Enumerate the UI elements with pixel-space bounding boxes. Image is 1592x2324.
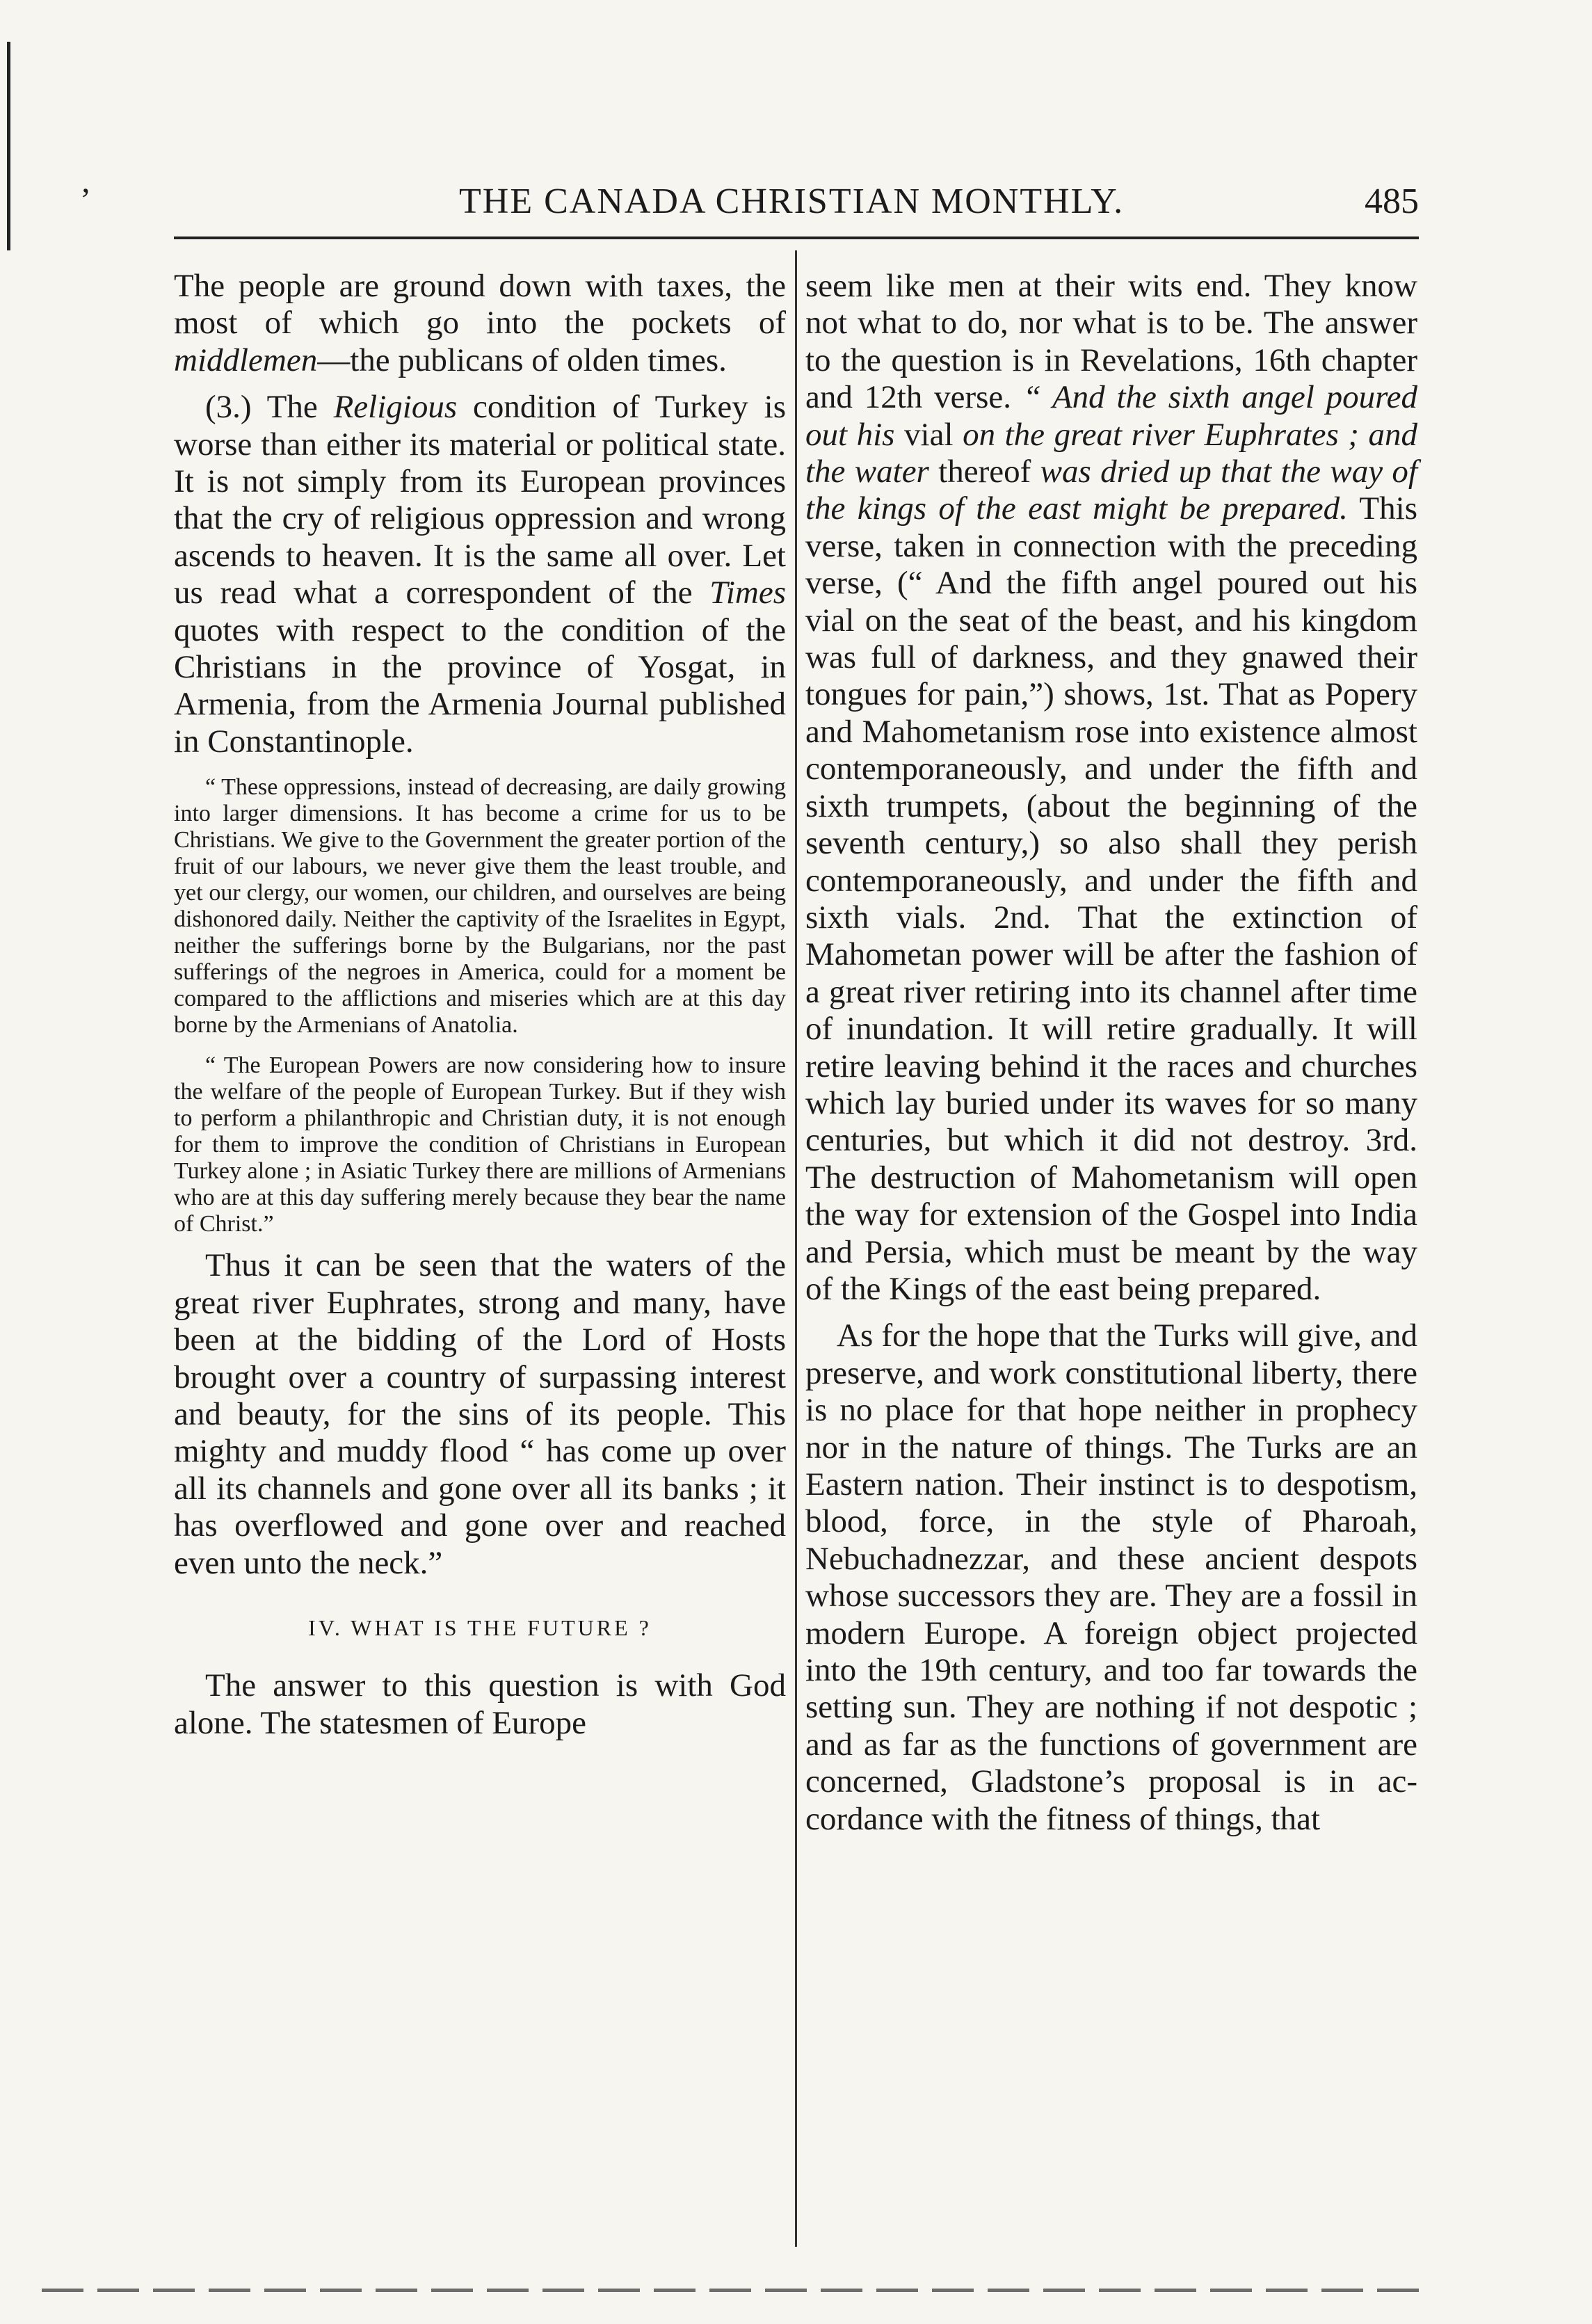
- margin-mark: ’: [80, 182, 91, 218]
- paragraph: The answer to this question is with God alone. The statesmen of Europe: [174, 1667, 786, 1741]
- paragraph: The people are ground down with taxes, the most of which go into the pockets of middlemen—the publicans of olden times.: [174, 268, 786, 378]
- page-number: 485: [1365, 182, 1419, 221]
- block-quote: “ These oppressions, instead of decreasing, are daily growing into larger dimensions. It has become a crime for us to be Christians. We give to the Government the greater portion of the fruit of our labours, we never give them the least trouble, and yet our clergy, our women, our children, and ourselves are being dishonored daily. Neither the captivity of the Israelites in Egypt, neither the sufferings borne by the Bulgarians, nor the past sufferings of the negroes in America, could for a moment be compared to the afflictions and miseries which are at this day borne by the Armenians of Anatolia.: [174, 774, 786, 1039]
- scan-bottom-mark: [42, 2289, 1433, 2292]
- block-quote: “ The European Powers are now considering how to insure the welfare of the people of European Turkey. But if they wish to perform a philanthropic and Christian duty, it is not enough for them to improve the condition of Christians in European Turkey alone ; in Asiatic Turkey there are millions of Armenians who are at this day suffering merely because they bear the name of Christ.”: [174, 1052, 786, 1237]
- header-rule: [174, 237, 1419, 239]
- journal-title: THE CANADA CHRISTIAN MONTHLY.: [459, 182, 1125, 221]
- section-heading: IV. WHAT IS THE FUTURE ?: [308, 1614, 652, 1640]
- scan-edge-mark: [7, 42, 10, 250]
- right-column: [805, 268, 1417, 1848]
- column-divider: [795, 250, 797, 2247]
- paragraph: (3.) The Religious condition of Turkey is worse than either its material or political state. It is not simply from its European provinces that the cry of religious oppression and wrong ascends to heaven. It is the same all over. Let us read what a correspondent of the Times quotes with respect to the condition of the Christians in the province of Yosgat, in Armenia, from the Armenia Journal published in Constantinople.: [174, 389, 786, 760]
- paragraph: As for the hope that the Turks will give, and preserve, and work constitutional liberty, there is no place for that hope neither in prophecy nor in the nature of things. The Turks are an Eastern nation. Their instinct is to despotism, blood, force, in the style of Pharoah, Nebuchadnezzar, and these ancient despots whose successors they are. They are a fossil in modern Europe. A foreign object projected into the 19th century, and too far towards the setting sun. They are nothing if not despotic ; and as far as the functions of government are concerned, Gladstone’s proposal is in accordance with the fitness of things, that: [805, 1317, 1417, 1837]
- paragraph: Thus it can be seen that the waters of the great river Euphrates, strong and many, have been at the bidding of the Lord of Hosts brought over a country of surpassing interest and beauty, for the sins of its people. This mighty and muddy flood “ has come up over all its channels and gone over all its banks ; it has overflowed and gone over and reached even unto the neck.”: [174, 1247, 786, 1581]
- left-column: [174, 268, 786, 1752]
- running-head: [80, 181, 1419, 237]
- paragraph: seem like men at their wits end. They know not what to do, nor what is to be. The answer to the question is in Revelations, 16th chapter and 12th verse. “ And the sixth angel poured out his vial on the great river Euphrates ; and the water thereof was dried up that the way of the kings of the east might be prepared. This verse, taken in connection with the preceding verse, (“ And the fifth angel poured out his vial on the seat of the beast, and his kingdom was full of darkness, and they gnawed their tongues for pain,”) shows, 1st. That as Popery and Mahometanism rose into existence almost contemporaneously, and under the fifth and sixth trumpets, (about the beginning of the seventh century,) so also shall they perish contemporaneously, and under the fifth and sixth vials. 2nd. That the extinction of Mahometan power will be after the fashion of a great river retiring into its channel after time of inundation. It will retire gradually. It will retire leaving behind it the races and churches which lay buried under its waves for so many centuries, but which it did not destroy. 3rd. The destruction of Mahometanism will open the way for extension of the Gospel into India and Persia, which must be meant by the way of the Kings of the east being prepared.: [805, 268, 1417, 1307]
